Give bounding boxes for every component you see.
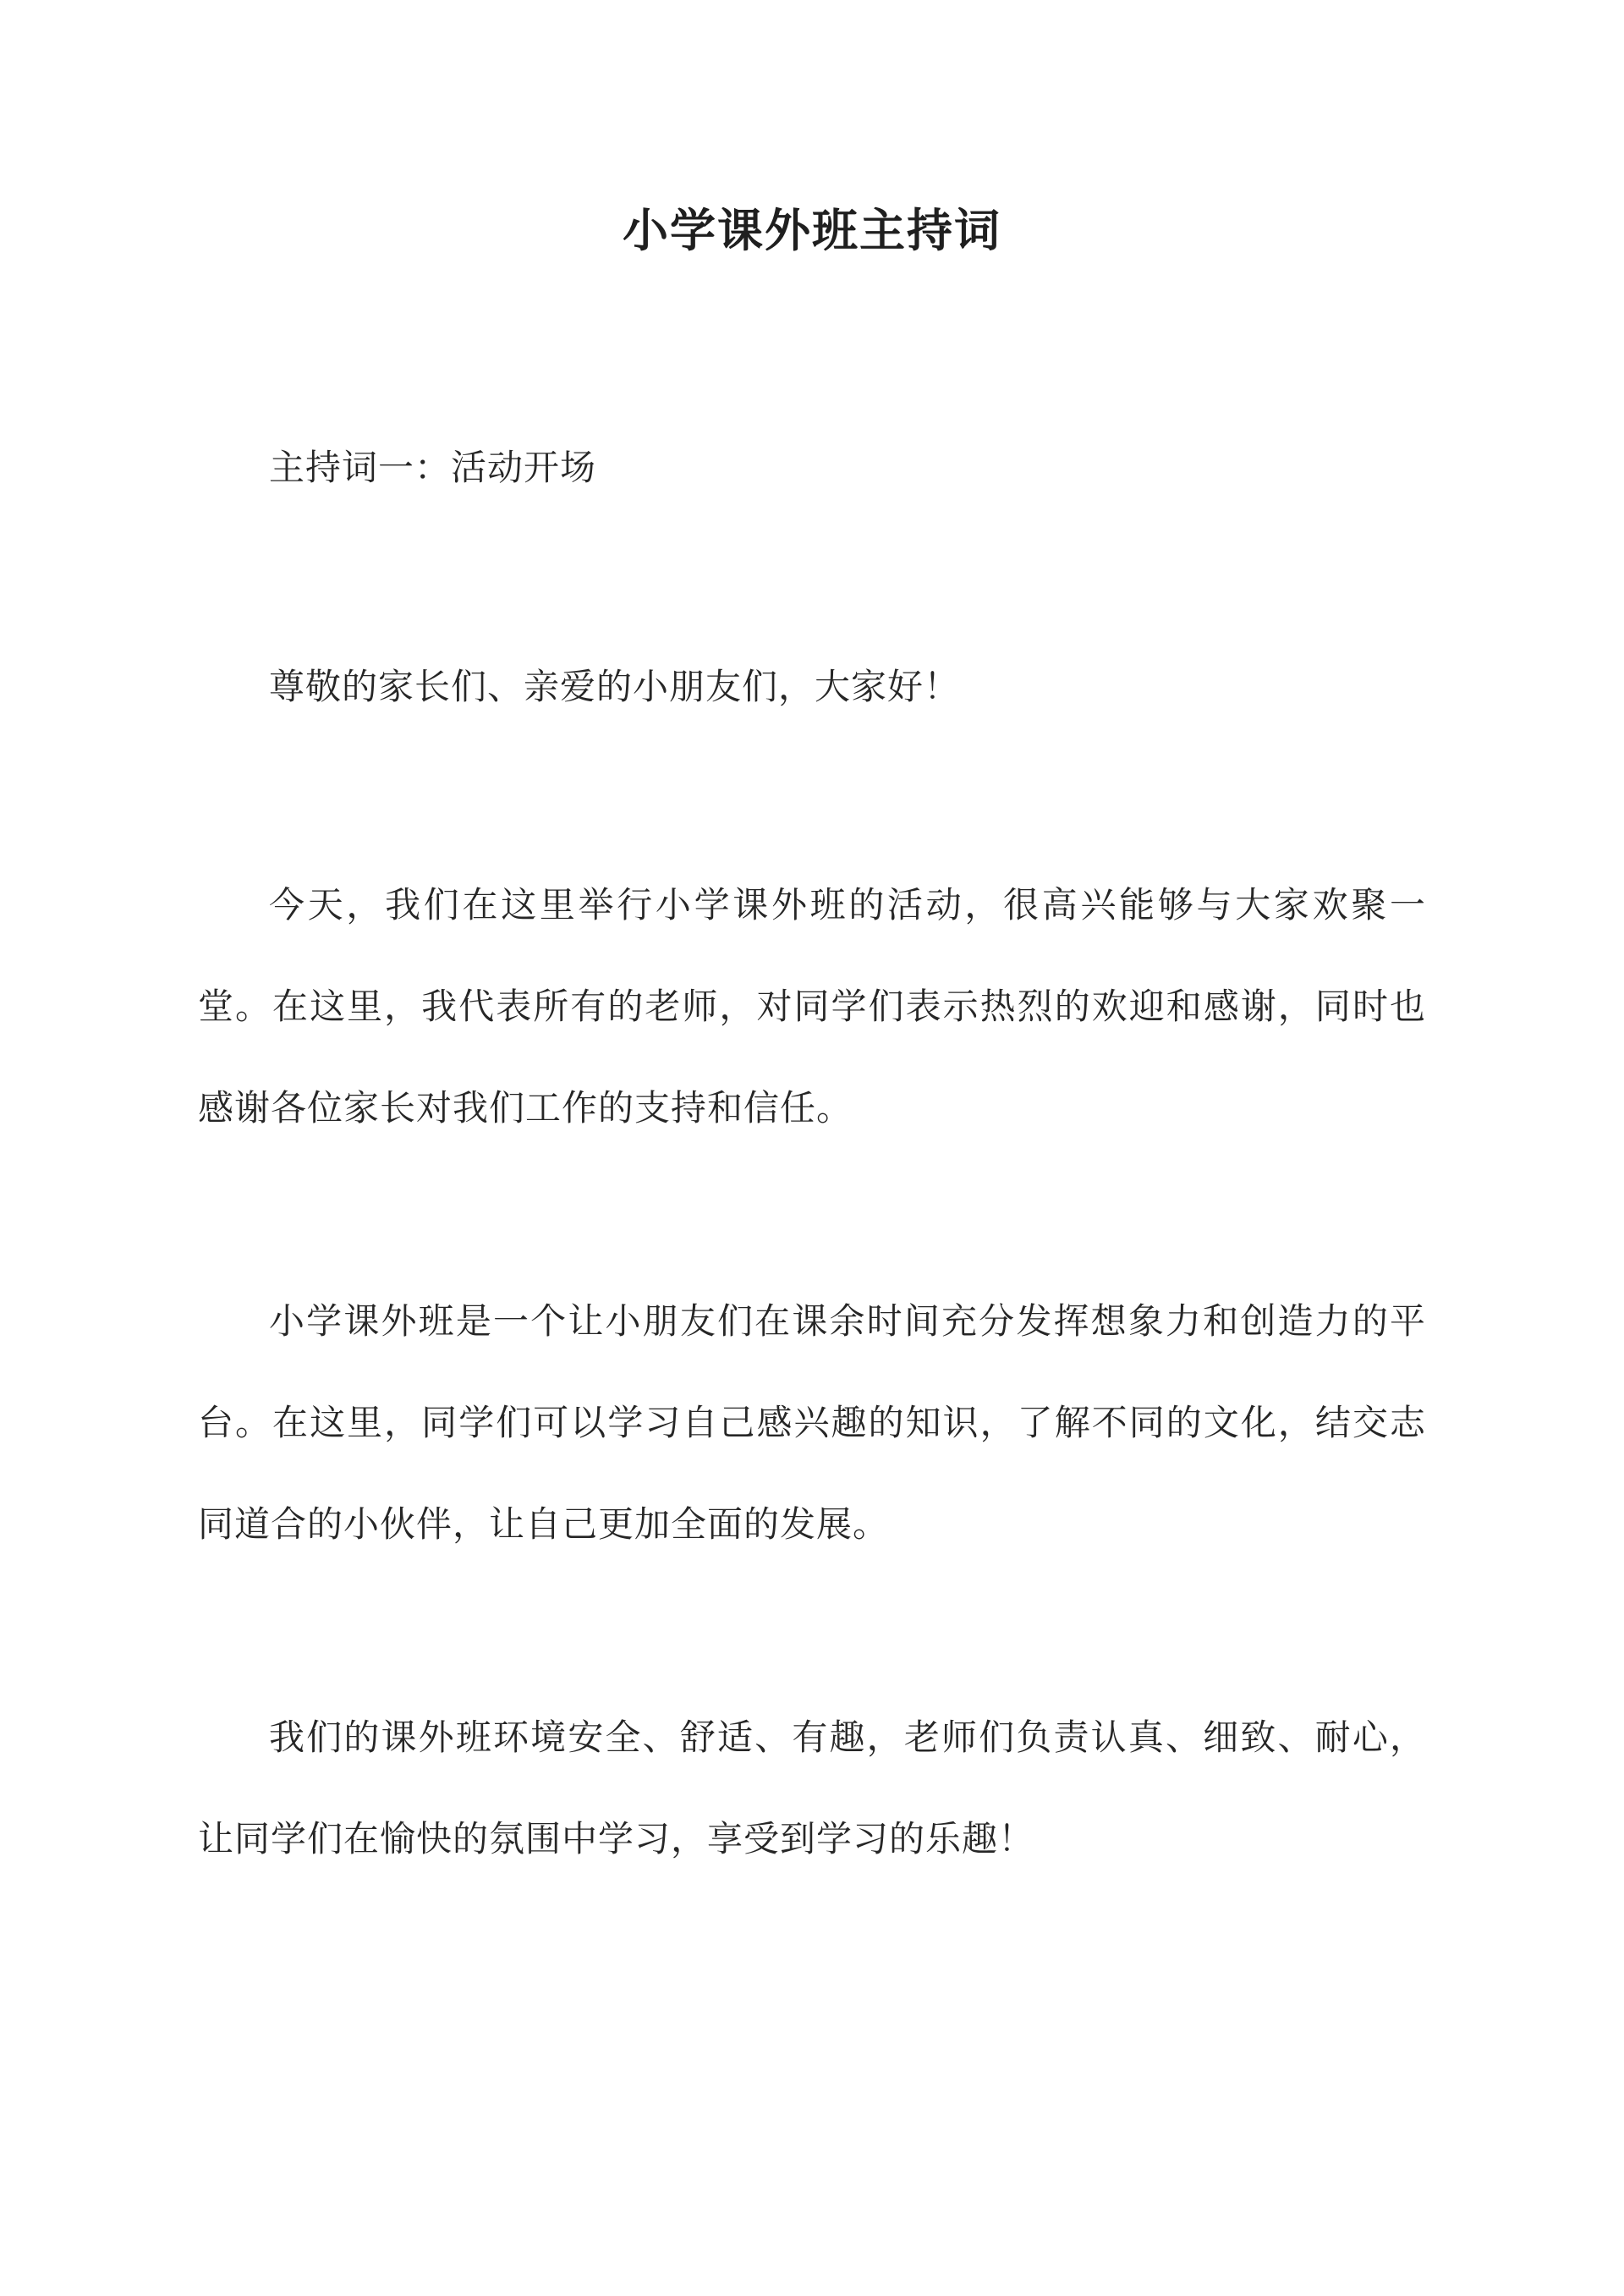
body-paragraph-welcome: 今天，我们在这里举行小学课外班的活动，很高兴能够与大家欢聚一堂。在这里，我代表所有的老师，对同学们表示热烈的欢迎和感谢，同时也感谢各位家长对我们工作的支持和信任。 <box>198 884 1426 1129</box>
section-heading: 主持词一：活动开场 <box>269 447 597 488</box>
body-paragraph-environment: 我们的课外班环境安全、舒适、有趣，老师们负责认真、细致、耐心，让同学们在愉快的氛围中学习，享受到学习的乐趣！ <box>198 1717 1426 1859</box>
greeting-paragraph: 尊敬的家长们、亲爱的小朋友们，大家好！ <box>269 666 961 707</box>
document-title: 小学课外班主持词 <box>623 203 1001 257</box>
body-paragraph-platform: 小学课外班是一个让小朋友们在课余时间充分发挥想象力和创造力的平台。在这里，同学们可以学习自己感兴趣的知识，了解不同的文化，结交志同道合的小伙伴，让自己更加全面的发展。 <box>198 1300 1426 1545</box>
